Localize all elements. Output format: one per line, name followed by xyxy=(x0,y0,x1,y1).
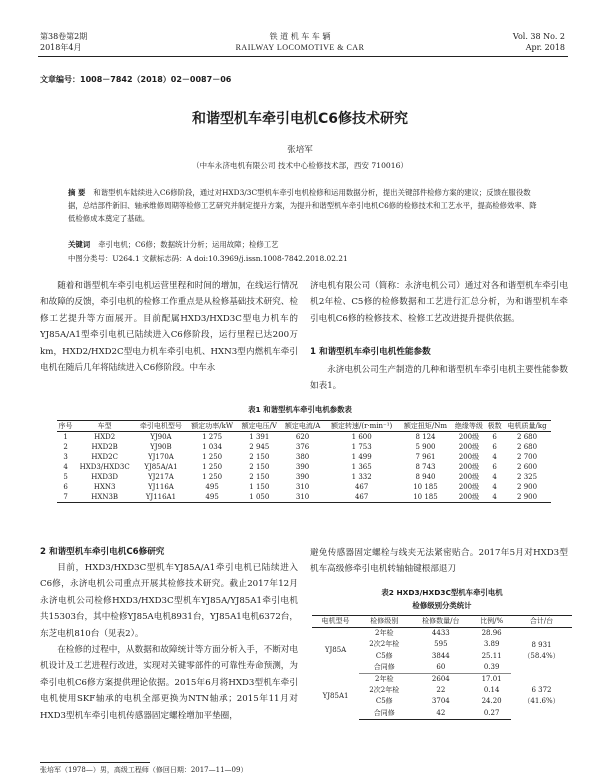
table-1-cell: 7 xyxy=(57,492,74,503)
abstract-text: 和谐型机车陆续进入C6修阶段，通过对HXD3/3C型机车牵引电机检修和运用数据分析，提出关键部件检修方案的建议；反馈在服役数据，总结部件新旧、轴承维修周期等检修工艺研究并制定提升方案，为提升和谐型机车牵引电机C6修的检修技术和工艺水平，提高检修效率、降低检修成本奠定了基础。 xyxy=(68,188,537,223)
date-en: Apr. 2018 xyxy=(525,43,565,52)
table-2-cell: 2次2年检 xyxy=(369,640,400,649)
section-2-para-2: 在检修的过程中，从数据和故障统计等方面分析入手，不断对电机设计及工艺进程行改进，实现对关键零部件的可靠性寿命预测，为牵引电机C6修方案提供理论依据。2015年6月将HXD3型机车牵引电机使用SKF轴承的电机全部更换为NTN轴承；2015年11月对HXD3型机车牵引电机传感器固定螺栓增加平垫圈， xyxy=(40,645,298,721)
table-1-cell: 4 xyxy=(492,453,497,461)
table-2-header-cell: 检修数量/台 xyxy=(409,616,472,628)
table-1-cell: 1 365 xyxy=(351,463,372,471)
table-1-cell: HXD2B xyxy=(91,443,118,451)
keywords xyxy=(68,238,538,251)
table-2-cell: 25.11 xyxy=(481,651,502,660)
right-continue-text: 避免传感器固定螺栓与线夹无法紧密贴合。2017年5月对HXD3型机车高级修牵引电机转轴轴键根部退刀 xyxy=(310,548,568,575)
footnote-rule xyxy=(40,762,150,763)
section-2-body xyxy=(40,560,298,760)
table-1-cell: 2 xyxy=(63,443,68,451)
table-2-cell: 28.96 xyxy=(481,629,502,638)
abstract xyxy=(68,186,538,225)
table-1-cell: 1 753 xyxy=(351,443,372,451)
table-1-cell: HXN3 xyxy=(93,483,116,491)
table-2-cell: 595 xyxy=(434,640,448,649)
table-1-cell: 1 250 xyxy=(202,453,223,461)
table-2-row xyxy=(312,674,572,686)
table-2-cell: 3.89 xyxy=(483,640,500,649)
table-1-cell: HXD3/HXD3C xyxy=(79,463,130,471)
table-1-cell: HXD2 xyxy=(94,433,116,441)
table-1-header-cell: 额定电流/A xyxy=(281,421,324,432)
table-2-cell: 17.01 xyxy=(481,675,502,684)
keywords-text: 牵引电机；C6修；数据统计分析；运用故障；检修工艺 xyxy=(98,240,279,249)
table-1-cell: 8 940 xyxy=(415,473,436,481)
table-2-cell: 0.27 xyxy=(472,708,511,720)
table-1-cell: 310 xyxy=(295,483,310,491)
table-1-row xyxy=(57,462,551,472)
table-2-cell: 2年检 xyxy=(375,629,394,638)
table-1-cell: 1 050 xyxy=(238,492,281,503)
table-1-cell: 467 xyxy=(354,483,369,491)
table-1-cell: 2 945 xyxy=(249,443,270,451)
table-1-row xyxy=(57,432,551,443)
table-1-cell: 4 xyxy=(492,473,497,481)
table-1-header-cell: 额定电压/V xyxy=(238,421,281,432)
section-1-heading: 1 和谐型机车牵引电机性能参数 xyxy=(310,347,431,357)
intro-right-column xyxy=(310,278,568,327)
table-1-cell: 8 743 xyxy=(415,463,436,471)
table-1-cell: YJ116A xyxy=(147,483,174,491)
table-2-cell: 2年检 xyxy=(375,675,394,684)
table-1-cell: 310 xyxy=(281,492,324,503)
table-1-caption: 表1 和谐型机车牵引电机参数表 xyxy=(248,405,352,414)
table-2-cell: 2604 xyxy=(431,675,450,684)
table-1-cell: 2 150 xyxy=(249,463,270,471)
table-1-header-cell: 额定功率/kW xyxy=(187,421,238,432)
article-id: 文章编号：1008－7842（2018）02－0087－06 xyxy=(40,75,232,84)
table-1-cell: 5 xyxy=(63,473,68,481)
table-1-cell: 200级 xyxy=(458,443,480,451)
table-1-cell: 1 275 xyxy=(202,433,223,441)
table-2-header-cell: 合计/台 xyxy=(511,616,572,628)
table-2-cell: 4433 xyxy=(431,629,450,638)
table-1-header-cell: 牵引电机型号 xyxy=(135,421,186,432)
table-2-header-cell: 比例/% xyxy=(472,616,511,628)
table-1-cell: 4 xyxy=(63,463,68,471)
table-1-header-cell: 电机质量/kg xyxy=(503,421,551,432)
keywords-label: 关键词 xyxy=(68,240,91,249)
right-column-continuation xyxy=(310,545,568,578)
table-1-header-cell: 序号 xyxy=(58,422,73,430)
table-1-cell: 200级 xyxy=(458,463,480,471)
table-1-cell: 6 xyxy=(492,443,497,451)
table-2-cell: 0.39 xyxy=(472,662,511,674)
footnote: 张培军（1978—）男，高级工程师（修回日期：2017—11—09） xyxy=(40,766,248,774)
table-1-cell: YJ85A/A1 xyxy=(144,463,178,471)
section-1-text: 永济电机公司生产制造的几种和谐型机车牵引电机主要性能参数如表1。 xyxy=(310,365,568,392)
journal-name-en: RAILWAY LOCOMOTIVE & CAR xyxy=(235,43,365,52)
table-2-header-cell: 电机型号 xyxy=(312,616,359,628)
table-1-cell: 467 xyxy=(324,492,399,503)
volume-issue-cn: 第38卷第2期 xyxy=(40,32,88,41)
table-1-cell: YJ90A xyxy=(150,433,172,441)
section-1-body xyxy=(310,362,568,395)
table-2-header-cell: 检修级别 xyxy=(359,616,409,628)
table-1-row xyxy=(57,492,551,503)
table-1-cell: HXN3B xyxy=(74,492,135,503)
table-1-cell: 390 xyxy=(295,473,310,481)
table-1-cell: 2 680 xyxy=(517,433,538,441)
table-1-row xyxy=(57,452,551,462)
table-1-cell: 620 xyxy=(295,433,310,441)
intro-continuation: 济电机有限公司（简称：永济电机公司）通过对各和谐型机车牵引电机2年检、C5修的检修数据和工艺进行汇总分析，为和谐型机车牵引电机C6修的检修技术、检修工艺改进提升提供依据。 xyxy=(310,281,568,324)
table-1-cell: 3 xyxy=(63,453,68,461)
table-1-cell: 6 xyxy=(492,463,497,471)
table-1-cell: 200级 xyxy=(458,433,480,441)
table-1-cell: 200级 xyxy=(458,473,480,481)
table-1-cell: 8 124 xyxy=(415,433,436,441)
section-2-para-1: 目前，HXD3/HXD3C型机车YJ85A/A1牵引电机已陆续进入C6修，永济电机公司重点开展其检修技术研究。截止2017年12月永济电机公司检修HXD3/HXD3C型机车YJ85A/YJ85A1牵引电机共15303台，其中检修YJ85A电机8931台，YJ85A1电机6372台，东芝电机810台（见表2）。 xyxy=(40,563,298,639)
table-1-cell: 1 250 xyxy=(202,473,223,481)
table-2-cell: 60 xyxy=(409,662,472,674)
table-1-header-cell: 额定转速/(r·min⁻¹) xyxy=(324,421,399,432)
intro-paragraph: 随着和谐型机车牵引电机运营里程和时间的增加，在线运行情况和故障的反馈，牵引电机的检修工作重点是从检修基础技术研究、检修工艺提升等方面展开。目前配属HXD3/HXD3C型电力机车的YJ85A/A1型牵引电机已陆续进入C6修阶段，运行里程已达200万km，HXD2/HXD2C型电力机车牵引电机、HXN3型内燃机车牵引电机在随后几年将陆续进入C6修阶段。中车永 xyxy=(40,281,298,374)
table-1-cell: 380 xyxy=(295,453,310,461)
table-1-cell: 2 900 xyxy=(517,483,538,491)
table-2-cell: C5修 xyxy=(375,651,393,660)
author: 张培军 xyxy=(287,145,313,155)
table-1-row xyxy=(57,472,551,482)
table-1-cell: 1 332 xyxy=(351,473,372,481)
table-2-cell: 合同修 xyxy=(359,708,409,720)
table-1-cell: 495 xyxy=(187,492,238,503)
table-2-total-cell xyxy=(511,628,572,674)
table-2-cell: C5修 xyxy=(375,697,393,706)
table-2-cell: 22 xyxy=(436,686,446,695)
table-1-cell: 1 250 xyxy=(202,463,223,471)
classification-line: 中图分类号：U264.1 文献标志码：A doi:10.3969/j.issn.1008-7842.2018.02.21 xyxy=(68,254,348,263)
table-1-row xyxy=(57,482,551,492)
table-1-cell: 495 xyxy=(205,483,219,491)
table-1-cell: 6 xyxy=(63,483,68,491)
table-1-header-cell: 绝缘等级 xyxy=(452,421,486,432)
table-2-model-cell: YJ85A1 xyxy=(322,691,349,700)
table-1-row xyxy=(57,442,551,452)
table-2-caption-line-1: 表2 HXD3/HXD3C型机车牵引电机 xyxy=(381,588,503,597)
table-1-cell: 10 185 xyxy=(399,492,452,503)
table-2 xyxy=(312,615,572,720)
table-2-cell: 24.20 xyxy=(481,697,502,706)
table-2-total-value: 6 372 xyxy=(531,686,552,695)
table-1-cell: 2 680 xyxy=(517,443,538,451)
table-2-row xyxy=(312,628,572,640)
table-1-header-cell: 车型 xyxy=(74,421,135,432)
table-1-cell: 1 034 xyxy=(202,443,223,451)
table-1-cell: 2 900 xyxy=(503,492,551,503)
table-1-cell: 2 700 xyxy=(517,453,538,461)
table-1-cell: 200级 xyxy=(452,492,486,503)
table-1-cell: YJ170A xyxy=(147,453,174,461)
table-1-cell: 10 185 xyxy=(413,483,438,491)
table-2-total-cell xyxy=(511,674,572,720)
table-1 xyxy=(57,420,551,503)
table-1-header-cell: 极数 xyxy=(487,422,502,430)
table-2-cell: 3704 xyxy=(431,697,450,706)
table-1-cell: YJ90B xyxy=(150,443,172,451)
table-1-cell: 2 150 xyxy=(249,473,270,481)
table-1-cell: 7 961 xyxy=(415,453,436,461)
table-1-header-cell: 额定扭矩/Nm xyxy=(399,421,452,432)
table-2-cell: 2次2年检 xyxy=(369,686,400,695)
table-1-cell: 376 xyxy=(295,443,310,451)
table-2-total-share: （58.4%） xyxy=(523,651,560,660)
table-1-cell: 6 xyxy=(492,433,497,441)
table-1-cell: YJ116A1 xyxy=(135,492,186,503)
table-1-cell: 1 391 xyxy=(249,433,270,441)
table-1-cell: 5 900 xyxy=(415,443,436,451)
date-cn: 2018年4月 xyxy=(40,43,82,52)
page-title: 和谐型机车牵引电机C6修技术研究 xyxy=(191,111,408,127)
table-1-cell: 2 150 xyxy=(249,453,270,461)
table-1-cell: HXD3D xyxy=(91,473,119,481)
table-1-cell: 200级 xyxy=(458,483,480,491)
table-2-total-share: （41.6%） xyxy=(523,697,560,706)
table-1-cell: 2 325 xyxy=(517,473,538,481)
abstract-label: 摘 要 xyxy=(68,188,86,197)
table-1-cell: 200级 xyxy=(458,453,480,461)
table-2-model-cell: YJ85A xyxy=(324,646,347,655)
table-2-caption-line-2: 检修级别分类统计 xyxy=(412,601,472,610)
table-1-cell: HXD2C xyxy=(91,453,118,461)
table-2-cell: 合同修 xyxy=(359,662,409,674)
table-1-cell: 4 xyxy=(486,492,503,503)
table-2-total-value: 8 931 xyxy=(531,640,552,649)
volume-issue-en: Vol. 38 No. 2 xyxy=(512,32,565,41)
table-2-cell: 42 xyxy=(409,708,472,720)
table-1-cell: 390 xyxy=(295,463,310,471)
section-2-heading: 2 和谐型机车牵引电机C6修研究 xyxy=(40,547,165,557)
table-1-cell: YJ217A xyxy=(147,473,174,481)
table-1-cell: 1 xyxy=(63,433,68,441)
header-rule xyxy=(38,56,568,57)
intro-left-column xyxy=(40,278,298,394)
table-2-cell: 3844 xyxy=(431,651,450,660)
table-1-cell: 1 499 xyxy=(351,453,372,461)
table-1-cell: 4 xyxy=(492,483,497,491)
table-2-cell: 0.14 xyxy=(483,686,500,695)
table-1-cell: 2 600 xyxy=(517,463,538,471)
affiliation: （中车永济电机有限公司 技术中心检修技术部，西安 710016） xyxy=(191,161,409,170)
table-1-cell: 1 600 xyxy=(351,433,372,441)
table-1-cell: 1 150 xyxy=(249,483,270,491)
journal-name-cn: 铁 道 机 车 车 辆 xyxy=(269,32,331,41)
